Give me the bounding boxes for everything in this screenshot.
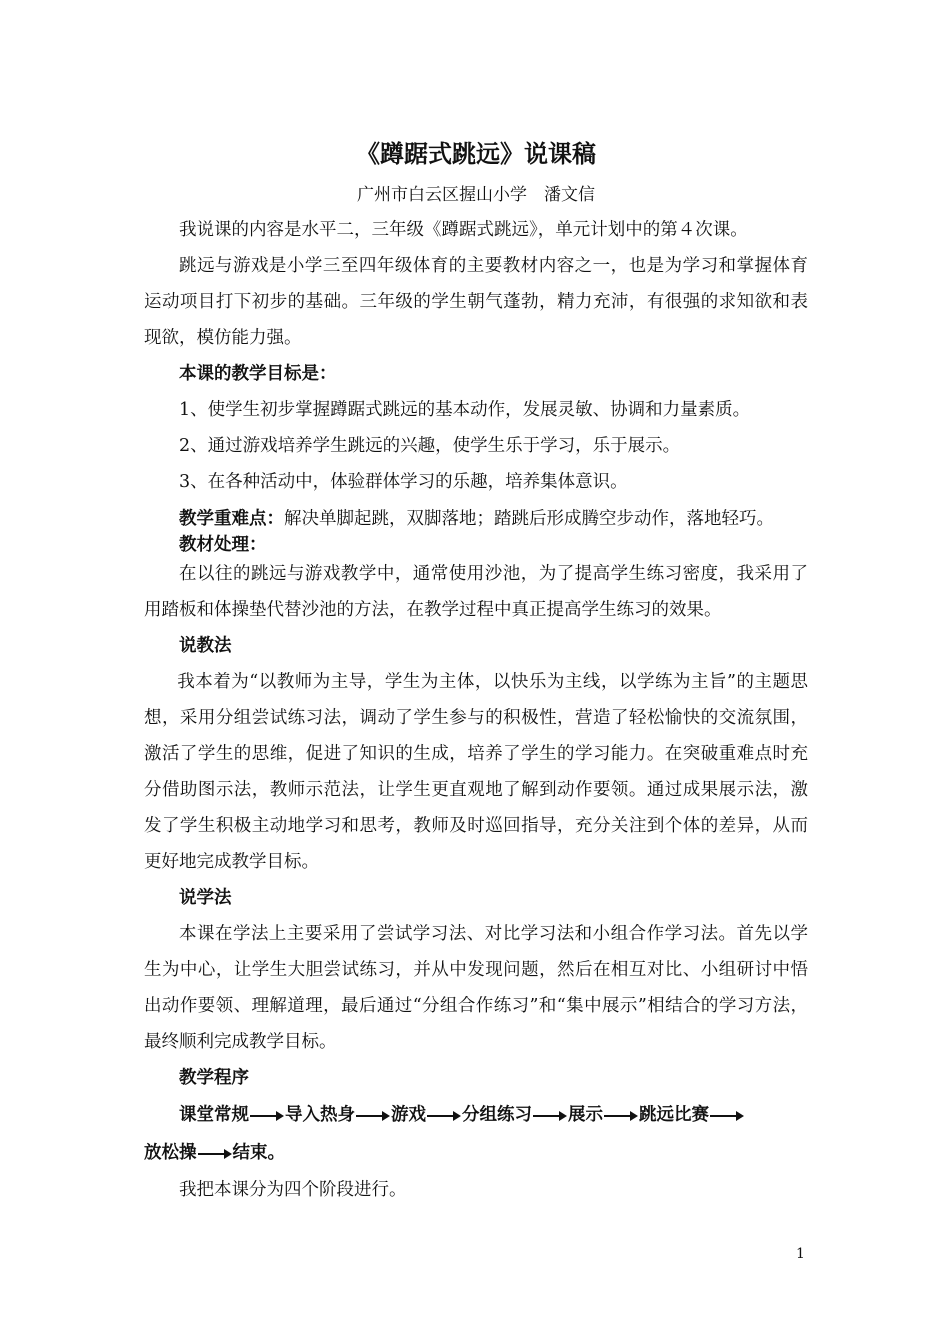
- teaching-method-paragraph: 我本着为“以教师为主导，学生为主体，以快乐为主线，以学练为主旨”的主题思想，采用分组尝试练习法，调动了学生参与的积极性，营造了轻松愉快的交流氛围，激活了学生的思维，促进了知识的生成，培养了学生的学习能力。在突破重难点时充分借助图示法，教师示范法，让学生更直观地了解到动作要领。通过成果展示法，激发了学生积极主动地学习和思考，教师及时巡回指导，充分关注到个体的差异，从而更好地完成教学目标。: [144, 672, 808, 872]
- document-title: 《蹲踞式跳远》说课稿: [356, 139, 596, 168]
- arrow-right-icon: [427, 1111, 461, 1121]
- arrow-right-icon: [250, 1111, 284, 1121]
- procedure-step: 放松操: [144, 1143, 197, 1163]
- arrow-right-icon: [604, 1111, 638, 1121]
- procedure-step: 结束。: [232, 1143, 285, 1163]
- document-author: 广州市白云区握山小学 潘文信: [357, 185, 595, 205]
- analysis-paragraph: 跳远与游戏是小学三至四年级体育的主要教材内容之一，也是为学习和掌握体育运动项目打下初步的基础。三年级的学生朝气蓬勃，精力充沛，有很强的求知欲和表现欲，模仿能力强。: [144, 256, 808, 348]
- key-points-text: 解决单脚起跳，双脚落地；踏跳后形成腾空步动作，落地轻巧。: [284, 509, 774, 529]
- closing-paragraph: 我把本课分为四个阶段进行。: [179, 1180, 407, 1200]
- procedure-step: 导入热身: [285, 1105, 355, 1125]
- material-paragraph: 在以往的跳远与游戏教学中，通常使用沙池，为了提高学生练习密度，我采用了用踏板和体操垫代替沙池的方法，在教学过程中真正提高学生练习的效果。: [144, 564, 808, 620]
- goals-heading: 本课的教学目标是：: [179, 364, 337, 384]
- goal-item-2: 2、通过游戏培养学生跳远的兴趣，使学生乐于学习，乐于展示。: [179, 436, 681, 456]
- procedure-step: 课堂常规: [179, 1105, 249, 1125]
- teaching-method-heading: 说教法: [179, 636, 232, 656]
- arrow-right-icon: [710, 1111, 744, 1121]
- procedure-flow: [144, 1096, 808, 1172]
- arrow-right-icon: [356, 1111, 390, 1121]
- material-heading: 教材处理：: [179, 535, 267, 555]
- procedure-step: 跳远比赛: [639, 1105, 709, 1125]
- procedure-row-1: [144, 1096, 808, 1134]
- procedure-step: 游戏: [391, 1105, 426, 1125]
- learning-method-paragraph: 本课在学法上主要采用了尝试学习法、对比学习法和小组合作学习法。首先以学生为中心，让学生大胆尝试练习，并从中发现问题，然后在相互对比、小组研讨中悟出动作要领、理解道理，最后通过“分组合作练习”和“集中展示”相结合的学习方法，最终顺利完成教学目标。: [144, 924, 808, 1052]
- procedure-heading: 教学程序: [179, 1068, 249, 1088]
- key-points-paragraph: [144, 504, 808, 534]
- document-body: [144, 130, 808, 1208]
- arrow-right-icon: [198, 1149, 232, 1159]
- learning-method-heading: 说学法: [179, 888, 232, 908]
- goal-item-1: 1、使学生初步掌握蹲踞式跳远的基本动作，发展灵敏、协调和力量素质。: [179, 400, 751, 420]
- arrow-right-icon: [533, 1111, 567, 1121]
- goal-item-3: 3、在各种活动中，体验群体学习的乐趣，培养集体意识。: [179, 472, 628, 492]
- procedure-step: 分组练习: [462, 1105, 532, 1125]
- intro-paragraph: 我说课的内容是水平二，三年级《蹲踞式跳远》，单元计划中的第４次课。: [179, 220, 748, 240]
- page-number: 1: [796, 1246, 805, 1262]
- key-points-label: 教学重难点：: [179, 509, 284, 529]
- procedure-step: 展示: [568, 1105, 603, 1125]
- procedure-row-2: [144, 1134, 808, 1172]
